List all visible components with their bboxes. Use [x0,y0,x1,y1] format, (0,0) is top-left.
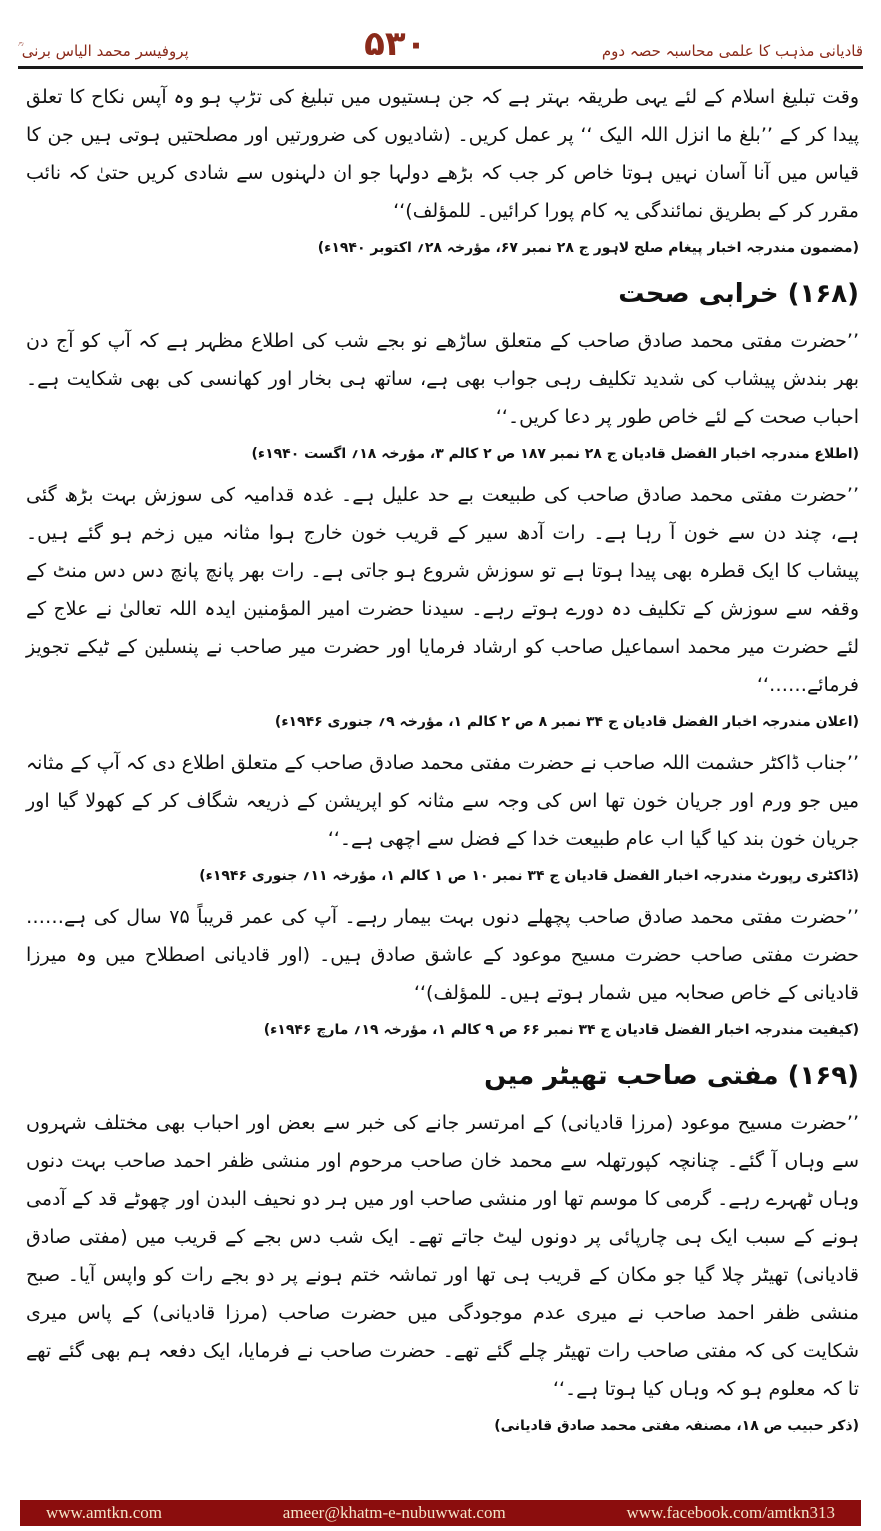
email-link[interactable]: ameer@khatm-e-nubuwwat.com [282,1503,506,1522]
reference-5: (کیفیت مندرجہ اخبار الفضل قادیان ج ۳۴ نمبر ۶۶ ص ۹ کالم ۱، مؤرخہ ۱۹؍ مارچ ۱۹۴۶ء) [263,1022,859,1038]
page-number: ۵۳۰ [364,24,427,64]
reference-2: (اطلاع مندرجہ اخبار الفضل قادیان ج ۲۸ نمبر ۱۸۷ ص ۲ کالم ۳، مؤرخہ ۱۸؍ اگست ۱۹۴۰ء) [251,446,859,462]
book-title: قادیانی مذہب کا علمی محاسبہ حصہ دوم [601,42,863,60]
reference-3: (اعلان مندرجہ اخبار الفضل قادیان ج ۳۴ نمبر ۸ ص ۲ کالم ۱، مؤرخہ ۹؍ جنوری ۱۹۴۶ء) [274,714,859,730]
reference-1: (مضمون مندرجہ اخبار پیغام صلح لاہور ج ۲۸ نمبر ۶۷، مؤرخہ ۲۸؍ اکتوبر ۱۹۴۰ء) [317,240,859,256]
facebook-link[interactable]: www.facebook.com/amtkn313 [626,1503,835,1522]
reference-4: (ڈاکٹری رپورٹ مندرجہ اخبار الفضل قادیان ج ۳۴ نمبر ۱۰ ص ۱ کالم ۱، مؤرخہ ۱۱؍ جنوری ۱۹۴۶ء) [199,868,859,884]
author-name: پروفیسر محمد الیاس برنی ؒ [18,42,189,60]
website-link[interactable]: www.amtkn.com [46,1503,162,1522]
paragraph-1: وقت تبلیغ اسلام کے لئے یہی طریقہ بہتر ہے کہ جن ہستیوں میں تبلیغ کی تڑپ ہو وہ آپس نکاح کا تعلق پیدا کر کے ’’بلغ ما انزل اللہ الیک ‘‘ پر عمل کریں۔ (شادیوں کی ضرورتیں اور مصلحتیں ہوتی ہیں جن کا قیاس میں آنا آسان نہیں ہوتا خاص کر جب کہ بڑھے دولہا جو ان دلہنوں سے شادی کریں حتیٰ کہ نائب مقرر کر کے بطریق نمائندگی یہ کام پورا کرائیں۔ للمؤلف)‘‘ [26,86,859,222]
section-heading-168: (۱۶۸) خرابی صحت [618,279,859,309]
reference-6: (ذکر حبیب ص ۱۸، مصنفہ مفتی محمد صادق قادیانی) [494,1418,859,1434]
section-heading-169: (۱۶۹) مفتی صاحب تھیٹر میں [484,1061,859,1091]
page-body [26,78,859,1448]
paragraph-6: ’’حضرت مسیح موعود (مرزا قادیانی) کے امرتسر جانے کی خبر سے بعض اور احباب بھی مختلف شہروں سے وہاں آ گئے۔ چنانچہ کپورتھلہ سے محمد خان صاحب مرحوم اور منشی ظفر احمد صاحب بہت دنوں وہاں ٹھہرے رہے۔ گرمی کا موسم تھا اور منشی صاحب اور میں ہر دو نحیف البدن اور چھوٹے قد کے آدمی ہونے کے سبب ایک ہی چارپائی پر دونوں لیٹ جاتے تھے۔ ایک شب دس بجے کے قریب میں (مفتی صادق قادیانی) تھیٹر چلا گیا جو مکان کے قریب ہی تھا اور تماشہ ختم ہونے پر دو بجے رات کو واپس آیا۔ صبح منشی ظفر احمد صاحب نے میری عدم موجودگی میں حضرت صاحب (مرزا قادیانی) کے پاس میری شکایت کی کہ مفتی صاحب رات تھیٹر چلے گئے تھے۔ حضرت صاحب نے فرمایا، ایک دفعہ ہم بھی گئے تھے تا کہ معلوم ہو کہ وہاں کیا ہوتا ہے۔‘‘ [26,1112,859,1400]
page-footer [20,1500,861,1526]
page-header [18,14,863,69]
paragraph-5: ’’حضرت مفتی محمد صادق صاحب پچھلے دنوں بہت بیمار رہے۔ آپ کی عمر قریباً ۷۵ سال کی ہے……حضرت مفتی صاحب حضرت مسیح موعود کے عاشق صادق ہیں۔ (اور قادیانی اصطلاح میں وہ میرزا قادیانی کے خاص صحابہ میں شمار ہوتے ہیں۔ للمؤلف)‘‘ [26,906,859,1004]
paragraph-2: ’’حضرت مفتی محمد صادق صاحب کے متعلق ساڑھے نو بجے شب کی اطلاع مظہر ہے کہ آپ کو آج دن بھر بندش پیشاب کی شدید تکلیف رہی جواب بھی ہے، ساتھ ہی بخار اور کھانسی کی بھی شکایت ہے۔ احباب صحت کے لئے خاص طور پر دعا کریں۔‘‘ [26,330,859,428]
paragraph-4: ’’جناب ڈاکٹر حشمت اللہ صاحب نے حضرت مفتی محمد صادق صاحب کے متعلق اطلاع دی کہ آپ کے مثانہ میں جو ورم اور جریان خون تھا اس کی وجہ سے مثانہ کو اپریشن کے ذریعہ شگاف کر کے کھولا گیا اور جریان خون بند کیا گیا اب عام طبیعت خدا کے فضل سے اچھی ہے۔‘‘ [26,752,859,850]
paragraph-3: ’’حضرت مفتی محمد صادق صاحب کی طبیعت بے حد علیل ہے۔ غدہ قدامیہ کی سوزش بہت بڑھ گئی ہے، چند دن سے خون آ رہا ہے۔ رات آدھ سیر کے قریب خون خارج ہوا مثانہ میں زخم ہو گئے ہیں۔ پیشاب کا ایک قطرہ بھی پیدا ہوتا ہے تو سوزش شروع ہو جاتی ہے۔ رات بھر پانچ پانچ دس دس منٹ کے وقفہ سے سوزش کے تکلیف دہ دورے ہوتے رہے۔ سیدنا حضرت امیر المؤمنین ایدہ اللہ تعالیٰ نے علاج کے لئے حضرت میر محمد اسماعیل صاحب کو ارشاد فرمایا اور حضرت میر صاحب نے پنسلین کے ٹیکے تجویز فرمائے……‘‘ [26,484,859,696]
